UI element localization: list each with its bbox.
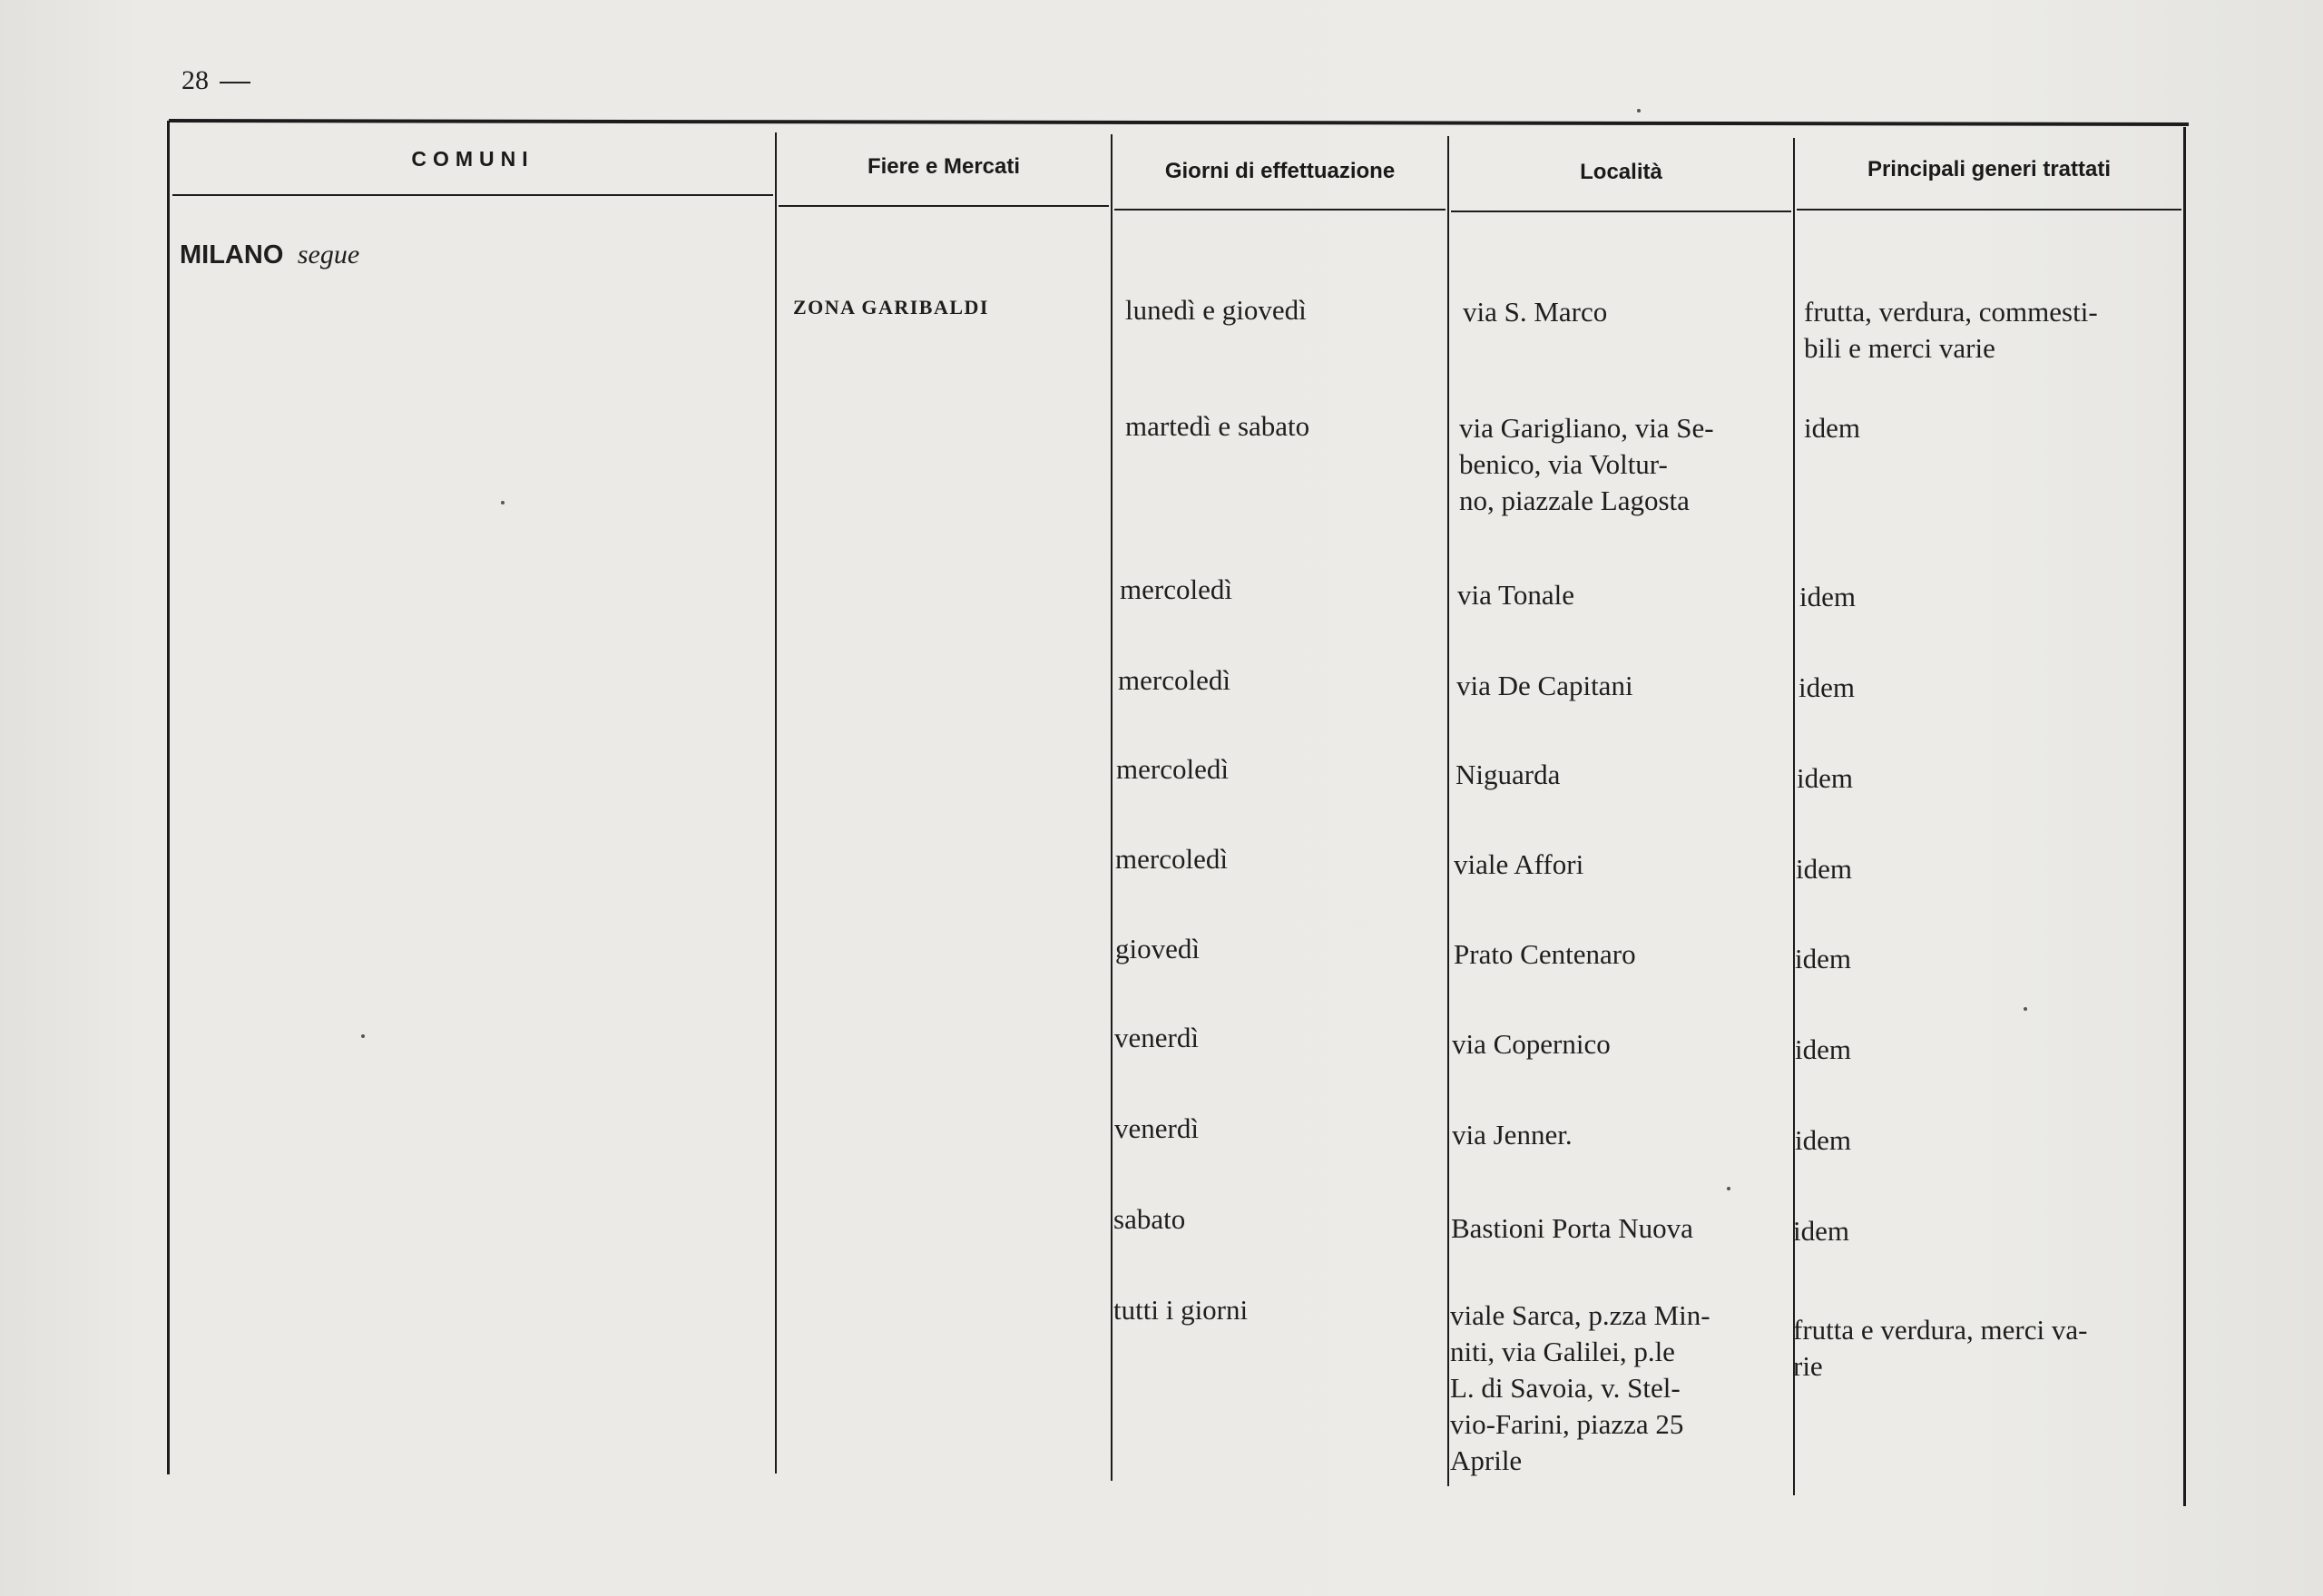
row-giorni: giovedì	[1115, 933, 1200, 964]
row-giorni: mercoledì	[1118, 664, 1230, 696]
header-localita: Località	[1580, 160, 1662, 184]
header-underline-giorni	[1114, 209, 1446, 211]
row-generi: idem	[1796, 853, 1852, 885]
header-principali-generi-trattati: Principali generi trattati	[1867, 157, 2112, 181]
row-localita: via De Capitani	[1456, 670, 1633, 701]
row-generi: idem	[1795, 1124, 1851, 1156]
scan-speck	[1727, 1187, 1730, 1190]
header-underline-generi	[1797, 209, 2181, 211]
row-giorni: mercoledì	[1120, 573, 1232, 605]
comune-name: MILANO	[180, 240, 284, 269]
zona-label: ZONA GARIBALDI	[793, 296, 989, 318]
header-giorni-di-effettuazione: Giorni di effettuazione	[1164, 159, 1396, 183]
row-giorni: lunedì e giovedì	[1125, 294, 1307, 326]
header-comuni: COMUNI	[411, 147, 534, 171]
column-rule-3	[1447, 136, 1449, 1486]
row-giorni: mercoledì	[1116, 753, 1229, 785]
page-number: 28	[181, 65, 250, 96]
row-giorni: tutti i giorni	[1113, 1294, 1249, 1326]
table-right-rule	[2183, 127, 2186, 1506]
row-generi: idem	[1795, 943, 1851, 974]
row-giorni: venerdì	[1114, 1112, 1199, 1144]
row-generi: idem	[1797, 762, 1853, 794]
header-fiere-e-mercati: Fiere e Mercati	[867, 154, 1021, 179]
row-generi: idem	[1793, 1215, 1849, 1247]
column-rule-1	[775, 132, 777, 1474]
row-generi: idem	[1804, 412, 1860, 444]
row-localita: via S. Marco	[1463, 296, 1608, 328]
row-giorni: sabato	[1113, 1203, 1186, 1235]
row-generi: idem	[1799, 671, 1855, 703]
scan-speck	[501, 501, 505, 504]
row-localita: viale Affori	[1454, 848, 1584, 880]
row-generi: frutta e verdura, merci va- rie	[1793, 1314, 2088, 1382]
comune-label	[180, 240, 359, 270]
header-underline-comuni	[172, 194, 773, 196]
row-localita: via Garigliano, via Se- benico, via Voltur- no, piazzale Lagosta	[1459, 412, 1714, 516]
column-rule-4	[1793, 138, 1795, 1495]
row-localita: viale Sarca, p.zza Min- niti, via Galilei, p.le L. di Savoia, v. Stel- vio-Farini, piazza 25 Aprile	[1450, 1299, 1710, 1476]
row-localita: via Jenner.	[1452, 1119, 1573, 1150]
row-localita: Bastioni Porta Nuova	[1451, 1212, 1693, 1244]
table-left-rule	[167, 121, 170, 1474]
row-generi: idem	[1799, 581, 1856, 612]
row-giorni: martedì e sabato	[1125, 410, 1310, 442]
header-underline-fiere	[779, 205, 1109, 207]
scan-speck	[1637, 109, 1641, 113]
row-generi: idem	[1795, 1033, 1851, 1065]
header-underline-localita	[1451, 211, 1791, 212]
scan-speck	[361, 1034, 365, 1038]
row-generi: frutta, verdura, commesti- bili e merci varie	[1804, 296, 2098, 364]
row-localita: Prato Centenaro	[1454, 938, 1636, 970]
row-giorni: venerdì	[1114, 1022, 1199, 1053]
row-localita: via Copernico	[1452, 1028, 1611, 1060]
scan-speck	[2024, 1007, 2027, 1011]
comune-suffix: segue	[297, 240, 360, 269]
row-localita: Niguarda	[1456, 759, 1561, 790]
row-giorni: mercoledì	[1115, 843, 1228, 875]
column-rule-2	[1111, 134, 1112, 1481]
row-localita: via Tonale	[1457, 579, 1574, 611]
